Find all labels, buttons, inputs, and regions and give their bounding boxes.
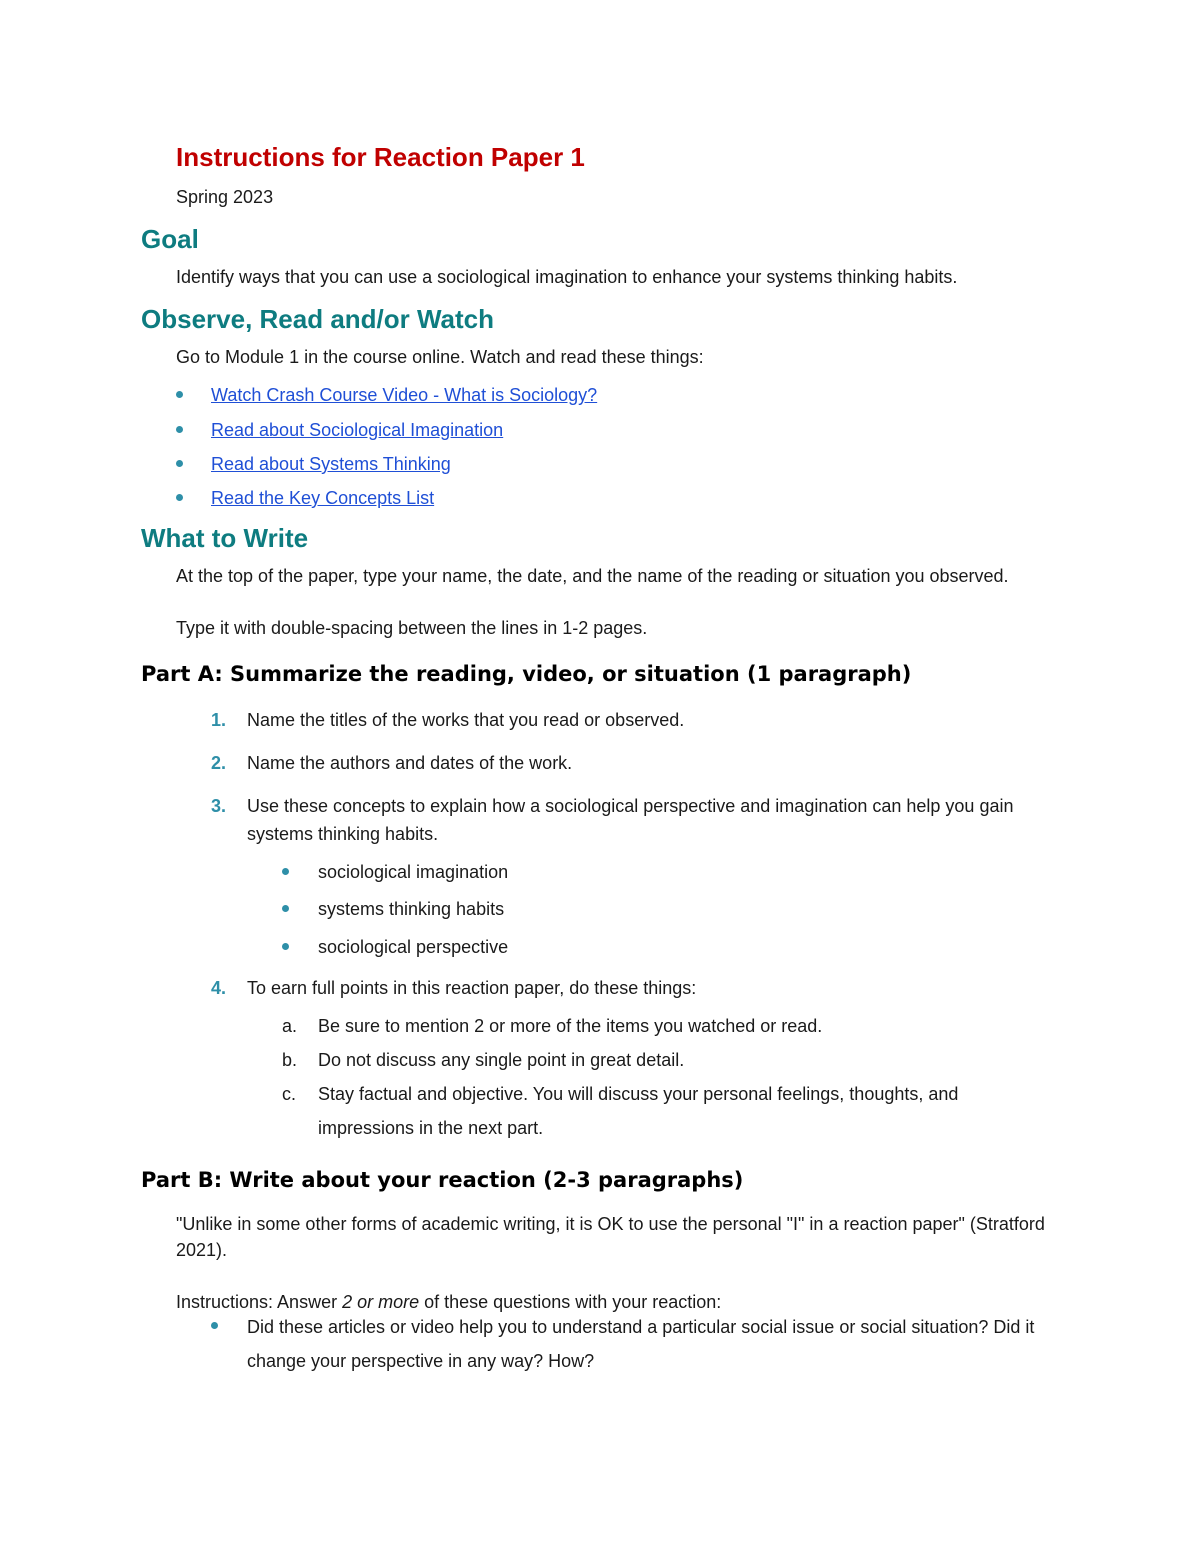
question-text: Did these articles or video help you to understand a particular social issue or social situation? Did it change your perspective in any way? How?	[247, 1317, 1035, 1371]
instructions-emphasis: 2 or more	[342, 1292, 420, 1312]
list-item-text: Name the authors and dates of the work.	[247, 753, 573, 773]
list-item-text: Name the titles of the works that you read or observed.	[247, 710, 685, 730]
observe-heading: Observe, Read and/or Watch	[141, 304, 495, 334]
list-item-text: To earn full points in this reaction paper, do these things:	[247, 978, 697, 998]
write-line-2: Type it with double-spacing between the lines in 1-2 pages.	[176, 618, 648, 638]
bullet-icon	[211, 1322, 218, 1329]
bullet-icon	[282, 868, 289, 875]
bullet-icon	[282, 905, 289, 912]
concept-text: sociological imagination	[318, 862, 509, 882]
list-letter: a.	[282, 1016, 298, 1036]
link-crash-course-video[interactable]: Watch Crash Course Video - What is Sociology?	[211, 385, 598, 405]
list-item-text: Do not discuss any single point in great detail.	[318, 1050, 685, 1070]
document-title: Instructions for Reaction Paper 1	[176, 142, 585, 172]
concept-text: systems thinking habits	[318, 899, 505, 919]
part-b-heading: Part B: Write about your reaction (2-3 paragraphs)	[141, 1168, 744, 1192]
instructions-tail: of these questions with your reaction:	[419, 1292, 722, 1312]
list-letter: b.	[282, 1050, 298, 1070]
goal-text: Identify ways that you can use a sociological imagination to enhance your systems thinking habits.	[176, 267, 958, 287]
list-item-text: Be sure to mention 2 or more of the items you watched or read.	[318, 1016, 823, 1036]
write-line-1: At the top of the paper, type your name, the date, and the name of the reading or situation you observed.	[176, 566, 1009, 586]
list-number: 2.	[211, 753, 227, 773]
list-letter: c.	[282, 1084, 297, 1104]
bullet-icon	[176, 426, 183, 433]
list-number: 3.	[211, 796, 227, 816]
list-number: 4.	[211, 978, 227, 998]
bullet-icon	[176, 494, 183, 501]
quote-text: "Unlike in some other forms of academic writing, it is OK to use the personal "I" in a reaction paper" (Stratford 2021).	[176, 1214, 1045, 1260]
link-key-concepts-list[interactable]: Read the Key Concepts List	[211, 488, 435, 508]
link-systems-thinking[interactable]: Read about Systems Thinking	[211, 454, 451, 474]
part-a-heading: Part A: Summarize the reading, video, or situation (1 paragraph)	[141, 662, 912, 686]
bullet-icon	[176, 460, 183, 467]
list-item-text: Stay factual and objective. You will discuss your personal feelings, thoughts, and impressions in the next part.	[318, 1084, 959, 1138]
concept-text: sociological perspective	[318, 937, 509, 957]
document-term: Spring 2023	[176, 187, 274, 207]
list-item-text: Use these concepts to explain how a sociological perspective and imagination can help you gain systems thinking habits.	[247, 796, 1014, 844]
link-sociological-imagination[interactable]: Read about Sociological Imagination	[211, 420, 504, 440]
bullet-icon	[282, 943, 289, 950]
goal-heading: Goal	[141, 224, 199, 254]
write-heading: What to Write	[141, 523, 309, 553]
instructions-lead: Instructions: Answer	[176, 1292, 343, 1312]
bullet-icon	[176, 391, 183, 398]
observe-intro: Go to Module 1 in the course online. Watch and read these things:	[176, 347, 704, 367]
list-number: 1.	[211, 710, 227, 730]
